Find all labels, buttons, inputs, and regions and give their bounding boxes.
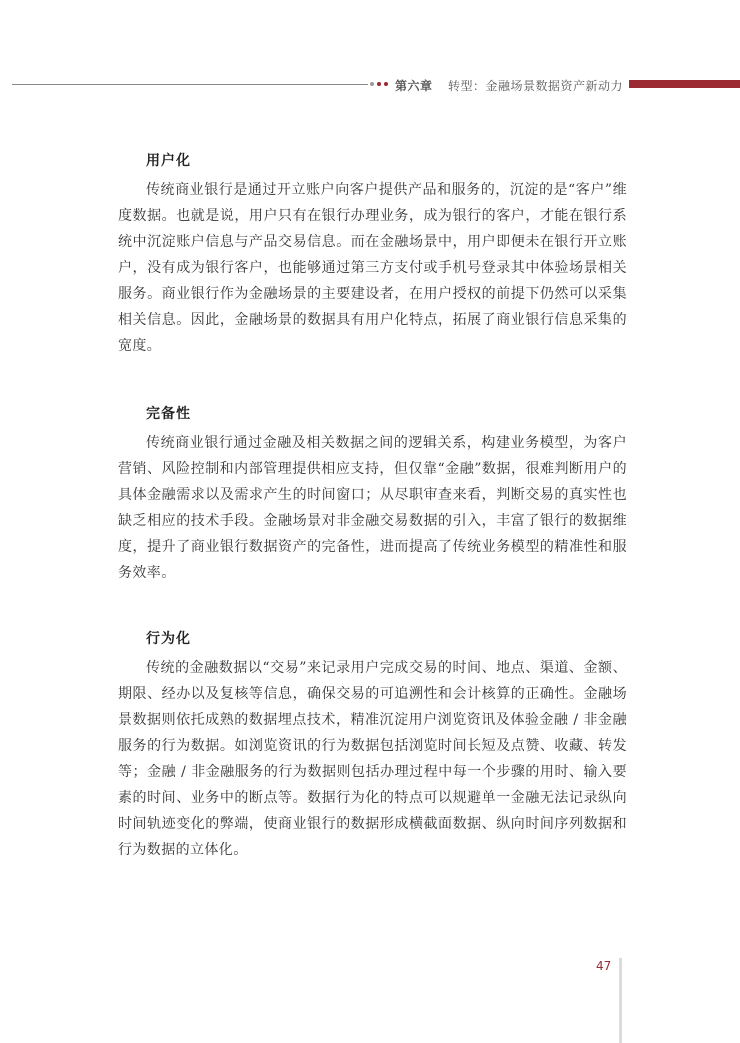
section-heading-user: 用户化 [146,153,191,169]
chapter-title: 转型：金融场景数据资产新动力 [448,79,624,93]
header-accent-bar [629,80,740,88]
section-heading-completeness: 完备性 [146,406,191,422]
header-rule [12,84,368,85]
dot-red-2 [384,82,388,86]
section-body-completeness: 传统商业银行通过金融及相关数据之间的逻辑关系，构建业务模型，为客户营销、风险控制和内部管理提供相应支持，但仅靠“金融”数据，很难判断用户的具体金融需求以及需求产生的时间窗口；从尽职审查来看，判断交易的真实性也缺乏相应的技术手段。金融场景对非金融交易数据的引入，丰富了银行的数据维度，提升了商业银行数据资产的完备性，进而提高了传统业务模型的精准性和服务效率。 [118,435,627,581]
page-edge-rule [619,958,622,1043]
section-heading-behavior: 行为化 [146,631,191,647]
header-dots [370,78,388,90]
dot-red [377,82,381,86]
section-body-user: 传统商业银行是通过开立账户向客户提供产品和服务的，沉淀的是“客户”维度数据。也就是说，用户只有在银行办理业务，成为银行的客户，才能在银行系统中沉淀账户信息与产品交易信息。而在金融场景中，用户即便未在银行开立账户，没有成为银行客户，也能够通过第三方支付或手机号登录其中体验场景相关服务。商业银行作为金融场景的主要建设者，在用户授权的前提下仍然可以采集相关信息。因此，金融场景的数据具有用户化特点，拓展了商业银行信息采集的宽度。 [118,182,627,354]
section-body-behavior: 传统的金融数据以“交易”来记录用户完成交易的时间、地点、渠道、金额、期限、经办以及复核等信息，确保交易的可追溯性和会计核算的正确性。金融场景数据则依托成熟的数据埋点技术，精准沉淀用户浏览资讯及体验金融 / 非金融服务的行为数据。如浏览资讯的行为数据包括浏览时间长短及点赞、收藏、转发等；金融 / 非金融服务的行为数据则包括办理过程中每一个步骤的用时、输入要素的时间、业务中的断点等。数据行为化的特点可以规避单一金融无法记录纵向时间轨迹变化的弊端，使商业银行的数据形成横截面数据、纵向时间序列数据和行为数据的立体化。 [118,660,627,858]
chapter-label: 第六章 [395,79,433,93]
dot-gray [370,82,374,86]
page-number: 47 [596,959,612,973]
